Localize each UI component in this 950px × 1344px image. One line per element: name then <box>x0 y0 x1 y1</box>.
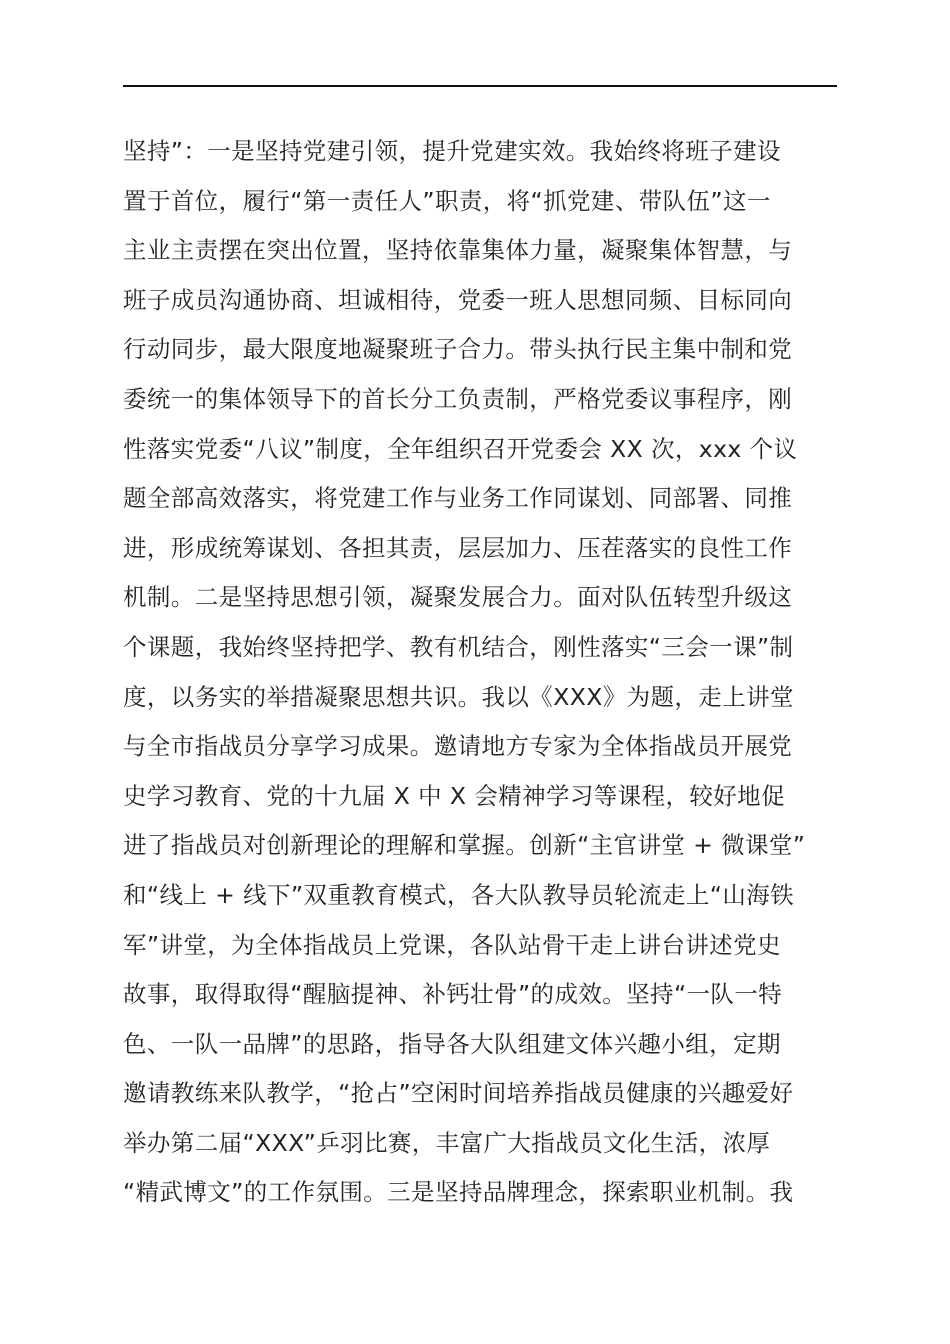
text-line: 色、一队一品牌”的思路，指导各大队组建文体兴趣小组，定期 <box>123 1029 781 1058</box>
text-line: 主业主责摆在突出位置，坚持依靠集体力量，凝聚集体智慧，与 <box>123 236 793 265</box>
text-line: 进了指战员对创新理论的理解和掌握。创新“主官讲堂 + 微课堂” <box>123 831 806 860</box>
text-line: 和“线上 + 线下”双重教育模式，各大队教导员轮流走上“山海铁 <box>123 880 795 909</box>
text-line: 军”讲堂，为全体指战员上党课，各队站骨干走上讲台讲述党史 <box>123 930 781 959</box>
text-line: 性落实党委“八议”制度，全年组织召开党委会 XX 次，xxx 个议 <box>123 434 798 463</box>
text-line: 置于首位，履行“第一责任人”职责，将“抓党建、带队伍”这一 <box>123 186 771 215</box>
text-line: 故事，取得取得“醒脑提神、补钙壮骨”的成效。坚持“一队一特 <box>123 980 783 1009</box>
text-line: 度，以务实的举措凝聚思想共识。我以《XXX》为题，走上讲堂 <box>123 682 794 711</box>
text-line: 举办第二届“XXX”乒羽比赛，丰富广大指战员文化生活，浓厚 <box>123 1128 771 1157</box>
text-line: 委统一的集体领导下的首长分工负责制，严格党委议事程序，刚 <box>123 384 793 413</box>
text-line: 行动同步，最大限度地凝聚班子合力。带头执行民主集中制和党 <box>123 335 793 364</box>
text-line: 班子成员沟通协商、坦诚相待，党委一班人思想同频、目标同向 <box>123 285 793 314</box>
body-text <box>123 127 843 1218</box>
header-rule <box>123 85 837 87</box>
text-line: 个课题，我始终坚持把学、教有机结合，刚性落实“三会一课”制 <box>123 632 794 661</box>
text-line: 与全市指战员分享学习成果。邀请地方专家为全体指战员开展党 <box>123 732 793 761</box>
text-line: 机制。二是坚持思想引领，凝聚发展合力。面对队伍转型升级这 <box>123 583 793 612</box>
text-line: 进，形成统筹谋划、各担其责，层层加力、压茬落实的良性工作 <box>123 533 793 562</box>
text-line: 坚持”：一是坚持党建引领，提升党建实效。我始终将班子建设 <box>123 137 781 165</box>
text-line: 邀请教练来队教学，“抢占”空闲时间培养指战员健康的兴趣爱好 <box>123 1079 794 1108</box>
text-line: 题全部高效落实，将党建工作与业务工作同谋划、同部署、同推 <box>123 484 793 513</box>
text-line: 史学习教育、党的十九届 X 中 X 会精神学习等课程，较好地促 <box>123 781 785 810</box>
text-line: “精武博文”的工作氛围。三是坚持品牌理念，探索职业机制。我 <box>123 1178 794 1207</box>
